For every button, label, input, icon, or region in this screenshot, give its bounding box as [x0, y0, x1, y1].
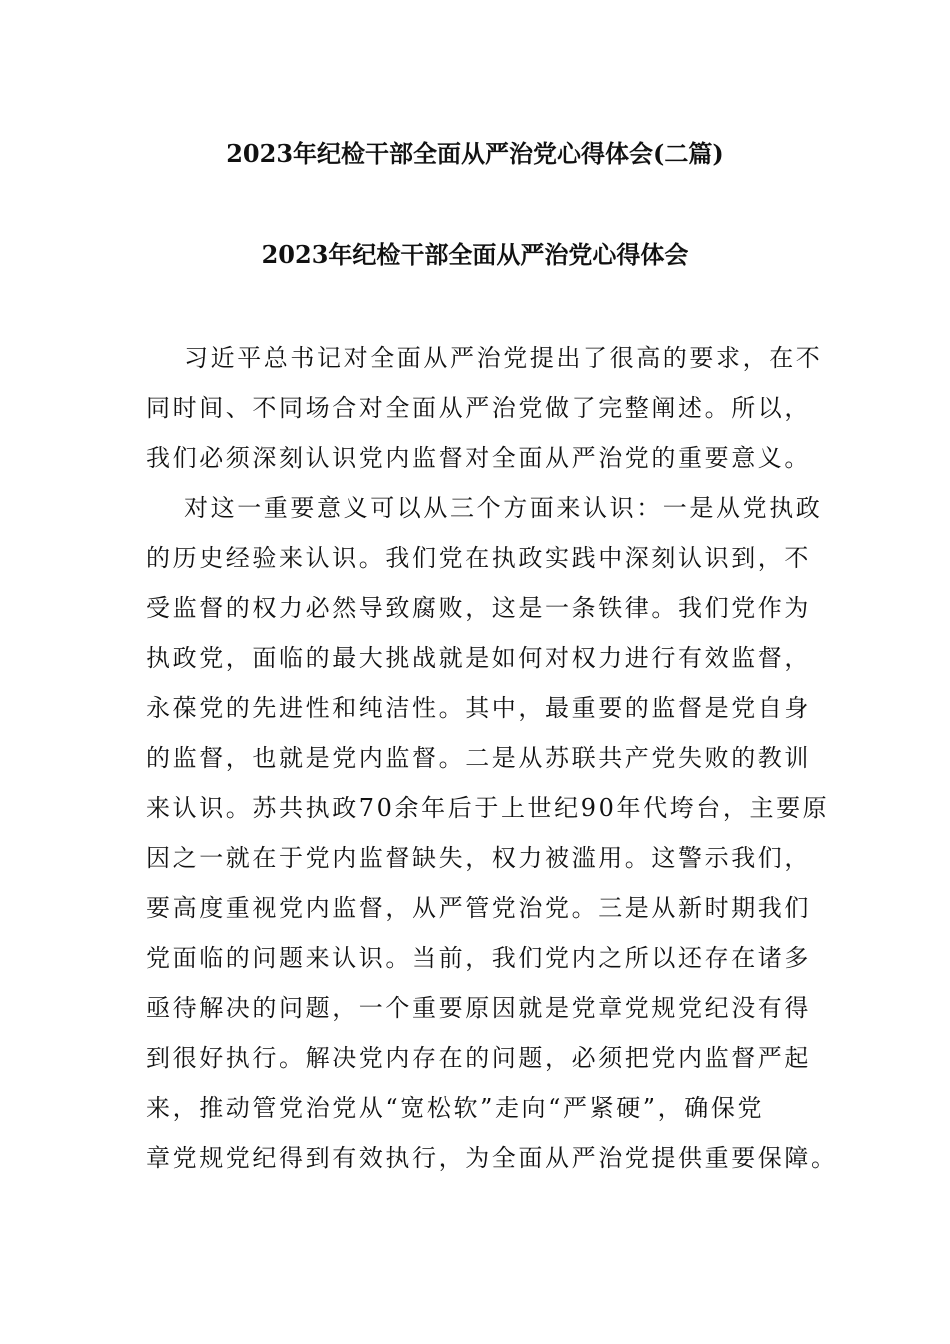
paragraph-line: 到很好执行。解决党内存在的问题，必须把党内监督严起: [146, 1044, 811, 1072]
paragraph-line: 的监督，也就是党内监督。二是从苏联共产党失败的教训: [146, 744, 811, 772]
paragraph-line: 同时间、不同场合对全面从严治党做了完整阐述。所以，: [146, 394, 811, 422]
paragraph-line: 的历史经验来认识。我们党在执政实践中深刻认识到，不: [146, 544, 811, 572]
paragraph-line: 来，推动管党治党从“宽松软”走向“严紧硬”，确保党: [146, 1094, 765, 1122]
paragraph-line: 对这一重要意义可以从三个方面来认识：一是从党执政: [184, 494, 823, 522]
paragraph-line: 亟待解决的问题，一个重要原因就是党章党规党纪没有得: [146, 994, 811, 1022]
paragraph-line: 我们必须深刻认识党内监督对全面从严治党的重要意义。: [146, 444, 811, 472]
paragraph-1: [146, 333, 823, 483]
paragraph-line: 因之一就在于党内监督缺失，权力被滥用。这警示我们，: [146, 844, 811, 872]
document-title: 2023年纪检干部全面从严治党心得体会(二篇): [226, 139, 724, 168]
paragraph-line: 党面临的问题来认识。当前，我们党内之所以还存在诸多: [146, 944, 811, 972]
paragraph-2: [146, 483, 838, 1183]
paragraph-line: 章党规党纪得到有效执行，为全面从严治党提供重要保障。: [146, 1144, 838, 1172]
paragraph-line: 习近平总书记对全面从严治党提出了很高的要求，在不: [184, 344, 823, 372]
paragraph-line: 执政党，面临的最大挑战就是如何对权力进行有效监督，: [146, 644, 811, 672]
paragraph-line: 永葆党的先进性和纯洁性。其中，最重要的监督是党自身: [146, 694, 811, 722]
paragraph-line: 要高度重视党内监督，从严管党治党。三是从新时期我们: [146, 894, 811, 922]
section-title: 2023年纪检干部全面从严治党心得体会: [261, 240, 689, 269]
body-text: [146, 333, 838, 1183]
paragraph-line: 来认识。苏共执政70余年后于上世纪90年代垮台，主要原: [146, 794, 830, 822]
paragraph-line: 受监督的权力必然导致腐败，这是一条铁律。我们党作为: [146, 594, 811, 622]
